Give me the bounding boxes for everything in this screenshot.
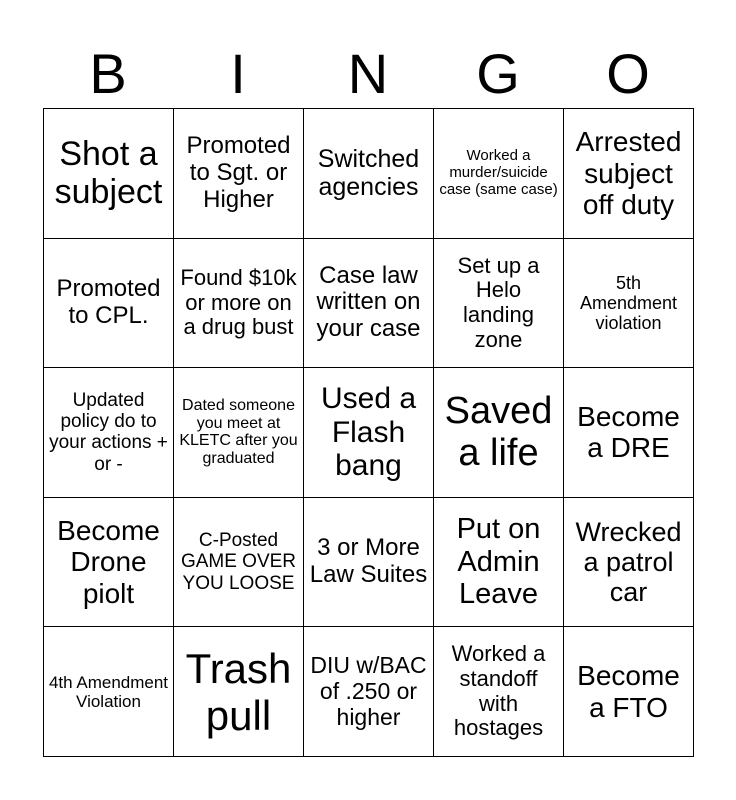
bingo-cell[interactable] [174,109,304,239]
header-letter-g: G [476,42,520,105]
bingo-cell-text: DIU w/BAC of .250 or higher [310,652,427,730]
bingo-cell-text: 3 or More Law Suites [309,534,428,589]
bingo-cell[interactable] [174,497,304,627]
bingo-cell[interactable] [564,497,694,627]
bingo-cell-text: Become a FTO [577,660,680,723]
bingo-cell[interactable] [44,109,174,239]
bingo-cell-text: Switched agencies [317,145,420,202]
bingo-grid [43,108,694,757]
bingo-cell-text: Become Drone piolt [57,515,160,609]
bingo-cell[interactable] [304,497,434,627]
bingo-cell[interactable] [174,627,304,757]
bingo-cell[interactable] [434,627,564,757]
bingo-cell[interactable] [564,238,694,368]
bingo-cell-text: Worked a standoff with hostages [451,641,546,741]
bingo-cell[interactable] [44,497,174,627]
bingo-cell-text: Promoted to CPL. [56,275,161,329]
bingo-cell[interactable] [174,238,304,368]
bingo-cell-text: Put on Admin Leave [456,513,541,611]
bingo-row [44,368,694,498]
bingo-cell[interactable] [304,627,434,757]
bingo-cell-text: Updated policy do to your actions + or - [49,389,168,475]
header-letter-i: I [230,42,246,105]
bingo-cell[interactable] [304,109,434,239]
bingo-cell-text: Wrecked a patrol car [575,516,682,608]
bingo-row [44,109,694,239]
bingo-cell-text: Dated someone you meet at KLETC after you graduated [179,396,298,468]
bingo-cell-text: C-Posted GAME OVER YOU LOOSE [180,530,297,594]
bingo-cell-text: Saved a life [444,389,553,475]
bingo-cell-text: Shot a subject [54,135,163,212]
bingo-cell[interactable] [174,368,304,498]
bingo-cell[interactable] [44,238,174,368]
bingo-cell-text: Used a Flash bang [320,382,417,483]
bingo-cell[interactable] [304,368,434,498]
bingo-row [44,497,694,627]
header-letter-b: B [89,42,127,105]
bingo-cell-text: Worked a murder/suicide case (same case) [439,147,558,198]
bingo-cell-text: Arrested subject off duty [575,126,682,220]
bingo-row [44,627,694,757]
bingo-cell-text: Case law written on your case [316,261,421,343]
bingo-cell[interactable] [304,238,434,368]
bingo-cell-text: Found $10k or more on a drug bust [180,264,297,340]
bingo-cell-text: 5th Amendment violation [579,272,678,333]
header-letter-n: N [347,42,389,105]
header-letter-o: O [606,42,650,105]
bingo-cell[interactable] [434,238,564,368]
bingo-cell-text: Trash pull [185,644,292,739]
bingo-cell[interactable] [44,627,174,757]
bingo-cell[interactable] [564,109,694,239]
bingo-cell[interactable] [434,497,564,627]
bingo-cell-text: Become a DRE [577,401,680,464]
bingo-cell[interactable] [434,109,564,239]
bingo-cell[interactable] [434,368,564,498]
bingo-cell-text: Set up a Helo landing zone [457,252,540,352]
bingo-cell[interactable] [564,627,694,757]
bingo-cell[interactable] [564,368,694,498]
bingo-cell-text: 4th Amendment Violation [48,672,169,711]
bingo-cell[interactable] [44,368,174,498]
bingo-row [44,238,694,368]
bingo-cell-text: Promoted to Sgt. or Higher [186,131,291,213]
bingo-header [43,40,693,108]
